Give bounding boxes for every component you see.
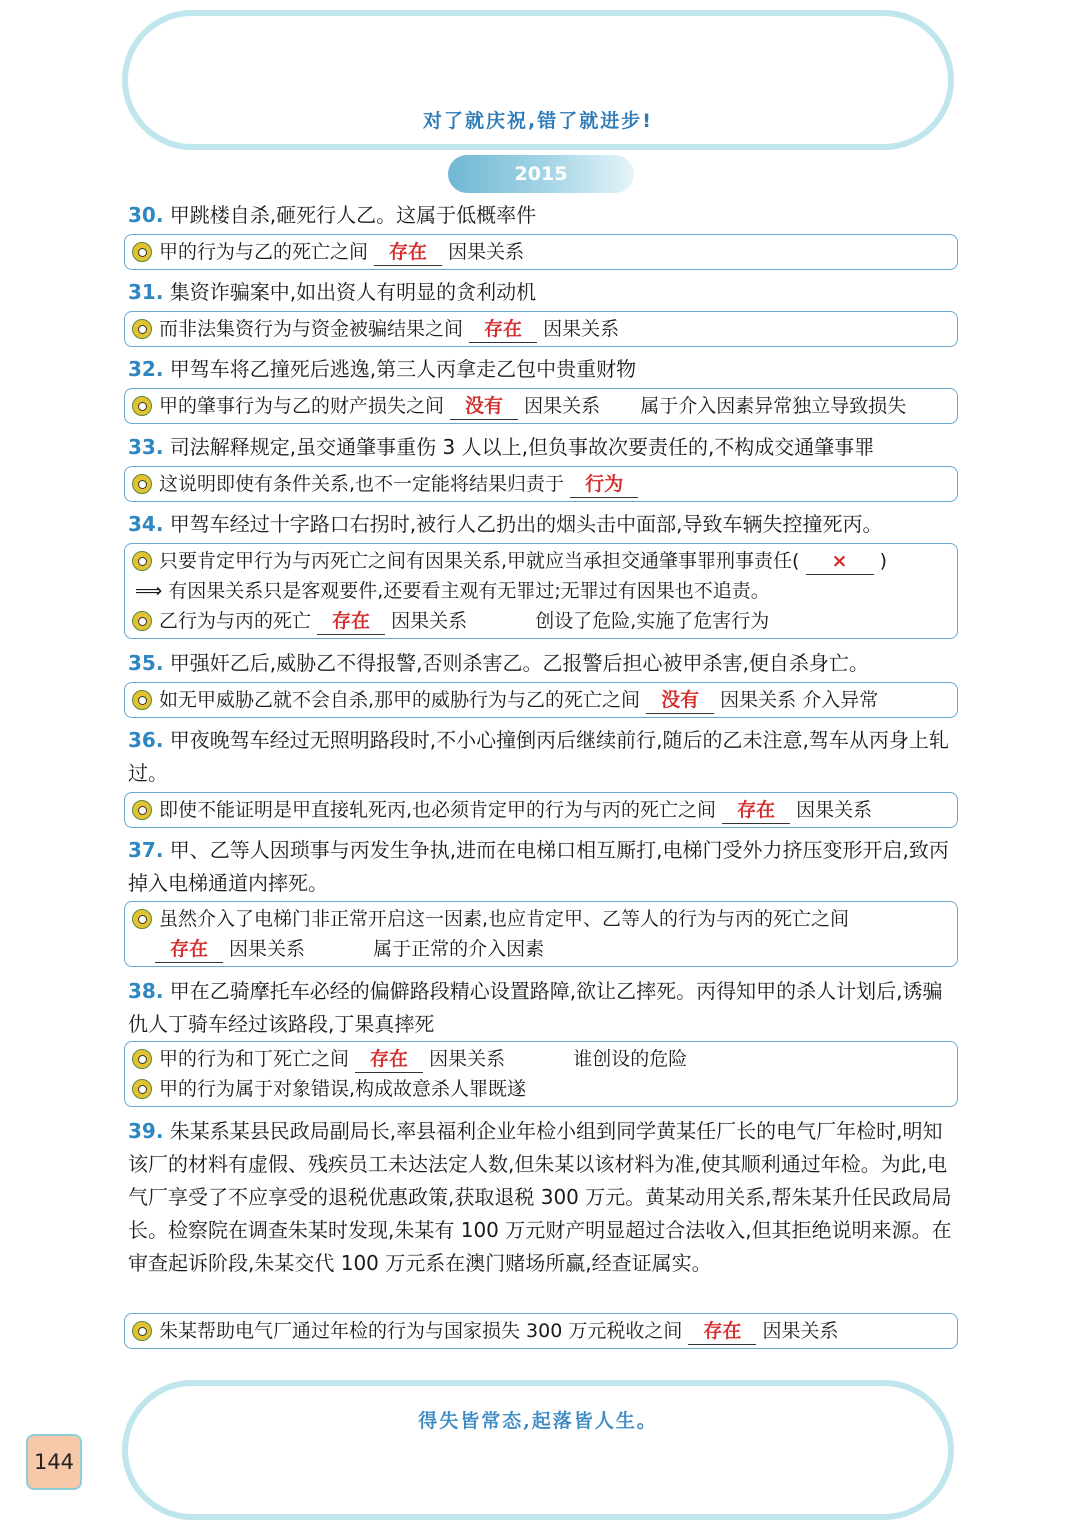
question-text: 甲驾车经过十字路口右拐时,被行人乙扔出的烟头击中面部,导致车辆失控撞死丙。	[169, 512, 883, 536]
answer-note: 属于正常的介入因素	[373, 938, 545, 960]
answer-line	[159, 606, 947, 636]
answer-explanation: ⟹ 有因果关系只是客观要件,还要看主观有无罪过;无罪过有因果也不追责。	[135, 580, 770, 602]
answer-suffix: )	[879, 550, 887, 572]
answer-prefix: 朱某帮助电气厂通过年检的行为与国家损失 300 万元税收之间	[159, 1320, 683, 1342]
answer-suffix: 因果关系	[524, 395, 601, 417]
answer-box-34	[124, 543, 958, 639]
sponge-bullet-icon	[132, 690, 152, 710]
question-31	[128, 276, 956, 309]
answer-line	[159, 546, 947, 576]
answer-box-36	[124, 792, 958, 828]
answer-suffix: 因果关系	[391, 610, 468, 632]
question-32	[128, 353, 956, 386]
answer-line	[159, 314, 947, 344]
question-text: 集资诈骗案中,如出资人有明显的贪利动机	[169, 280, 537, 304]
answer-blank: 存在	[688, 1318, 756, 1345]
answer-prefix: 而非法集资行为与资金被骗结果之间	[159, 318, 464, 340]
answer-blank: 存在	[155, 936, 223, 963]
answer-line	[159, 1074, 947, 1104]
answer-note: 介入异常	[802, 689, 879, 711]
answer-prefix: 这说明即使有条件关系,也不一定能将结果归责于	[159, 473, 565, 495]
sponge-bullet-icon	[132, 396, 152, 416]
answer-box-32	[124, 388, 958, 424]
question-36	[128, 724, 956, 790]
answer-blank: 存在	[355, 1046, 423, 1073]
answer-blank: 没有	[450, 393, 518, 420]
sponge-bullet-icon	[132, 1321, 152, 1341]
answer-prefix: 如无甲威胁乙就不会自杀,那甲的威胁行为与乙的死亡之间	[159, 689, 641, 711]
sponge-bullet-icon	[132, 551, 152, 571]
header-frame	[122, 10, 954, 150]
answer-prefix: 即使不能证明是甲直接轧死丙,也必须肯定甲的行为与丙的死亡之间	[159, 799, 717, 821]
question-30	[128, 199, 956, 232]
question-number: 39.	[128, 1119, 164, 1143]
question-33	[128, 431, 956, 464]
sponge-bullet-icon	[132, 800, 152, 820]
question-text: 甲在乙骑摩托车必经的偏僻路段精心设置路障,欲让乙摔死。丙得知甲的杀人计划后,诱骗仇人丁骑车经过该路段,丁果真摔死	[128, 979, 943, 1036]
question-number: 33.	[128, 435, 164, 459]
question-number: 37.	[128, 838, 164, 862]
question-text: 甲强奸乙后,威胁乙不得报警,否则杀害乙。乙报警后担心被甲杀害,便自杀身亡。	[169, 651, 869, 675]
answer-blank: 存在	[469, 316, 537, 343]
answer-blank: 存在	[722, 797, 790, 824]
year-badge: 2015	[448, 155, 634, 193]
question-34	[128, 508, 956, 541]
answer-line	[159, 795, 947, 825]
answer-box-39	[124, 1313, 958, 1349]
question-text: 甲驾车将乙撞死后逃逸,第三人丙拿走乙包中贵重财物	[169, 357, 637, 381]
answer-blank: 没有	[646, 687, 714, 714]
answer-suffix: 因果关系	[796, 799, 873, 821]
answer-line	[159, 904, 947, 934]
sponge-bullet-icon	[132, 909, 152, 929]
answer-line	[159, 685, 947, 715]
answer-suffix: 因果关系	[229, 938, 306, 960]
answer-box-31	[124, 311, 958, 347]
answer-line	[159, 469, 947, 499]
answer-box-35	[124, 682, 958, 718]
footer-frame	[122, 1380, 954, 1520]
question-number: 32.	[128, 357, 164, 381]
question-text: 甲夜晚驾车经过无照明路段时,不小心撞倒丙后继续前行,随后的乙未注意,驾车从丙身上轧过。	[128, 728, 949, 785]
question-text: 司法解释规定,虽交通肇事重伤 3 人以上,但负事故次要责任的,不构成交通肇事罪	[169, 435, 875, 459]
question-number: 34.	[128, 512, 164, 536]
footer-motto: 得失皆常态,起落皆人生。	[418, 1410, 658, 1432]
question-35	[128, 647, 956, 680]
sponge-bullet-icon	[132, 242, 152, 262]
answer-box-37	[124, 901, 958, 967]
answer-prefix: 甲的肇事行为与乙的财产损失之间	[159, 395, 445, 417]
answer-prefix: 虽然介入了电梯门非正常开启这一因素,也应肯定甲、乙等人的行为与丙的死亡之间	[159, 908, 850, 930]
sponge-bullet-icon	[132, 474, 152, 494]
question-38	[128, 975, 956, 1041]
answer-box-30	[124, 234, 958, 270]
answer-suffix: 因果关系	[762, 1320, 839, 1342]
answer-blank: 行为	[570, 471, 638, 498]
question-number: 35.	[128, 651, 164, 675]
answer-prefix: 乙行为与丙的死亡	[159, 610, 312, 632]
answer-box-38	[124, 1041, 958, 1107]
answer-line	[159, 1044, 947, 1074]
answer-prefix: 甲的行为属于对象错误,构成故意杀人罪既遂	[159, 1078, 527, 1100]
answer-prefix: 甲的行为和丁死亡之间	[159, 1048, 350, 1070]
question-number: 38.	[128, 979, 164, 1003]
answer-suffix: 因果关系	[720, 689, 797, 711]
answer-blank: 存在	[317, 608, 385, 635]
answer-note: 属于介入因素异常独立导致损失	[640, 395, 907, 417]
answer-line	[155, 934, 947, 964]
answer-note: 创设了危险,实施了危害行为	[535, 610, 770, 632]
sponge-bullet-icon	[132, 1079, 152, 1099]
question-number: 30.	[128, 203, 164, 227]
answer-note: 谁创设的危险	[573, 1048, 688, 1070]
question-text: 朱某系某县民政局副局长,率县福利企业年检小组到同学黄某任厂长的电气厂年检时,明知该厂的材料有虚假、残疾员工未达法定人数,但朱某以该材料为准,使其顺利通过年检。为此,电气厂享受了不应享受的退税优惠政策,获取退税 300 万元。黄某动用关系,帮朱某升任民政局局长。检察院在调查朱某时发现,朱某有 100 万元财产明显超过合法收入,但其拒绝说明来源。在审查起诉阶段,朱某交代 100 万元系在澳门赌场所赢,经查证属实。	[128, 1119, 952, 1275]
page-number: 144	[26, 1434, 82, 1490]
question-37	[128, 834, 956, 900]
answer-suffix: 因果关系	[448, 241, 525, 263]
question-39	[128, 1115, 956, 1280]
answer-prefix: 只要肯定甲行为与丙死亡之间有因果关系,甲就应当承担交通肇事罪刑事责任(	[159, 550, 800, 572]
answer-box-33	[124, 466, 958, 502]
sponge-bullet-icon	[132, 319, 152, 339]
answer-blank: 存在	[374, 239, 442, 266]
question-text: 甲、乙等人因琐事与丙发生争执,进而在电梯口相互厮打,电梯门受外力挤压变形开启,致丙掉入电梯通道内摔死。	[128, 838, 949, 895]
question-number: 31.	[128, 280, 164, 304]
answer-suffix: 因果关系	[429, 1048, 506, 1070]
answer-line	[159, 391, 947, 421]
answer-prefix: 甲的行为与乙的死亡之间	[159, 241, 369, 263]
answer-line	[159, 1316, 947, 1346]
answer-blank: ×	[806, 548, 874, 575]
sponge-bullet-icon	[132, 1049, 152, 1069]
question-number: 36.	[128, 728, 164, 752]
answer-suffix: 因果关系	[543, 318, 620, 340]
question-text: 甲跳楼自杀,砸死行人乙。这属于低概率件	[169, 203, 537, 227]
sponge-bullet-icon	[132, 611, 152, 631]
answer-line	[159, 237, 947, 267]
header-motto: 对了就庆祝,错了就进步!	[423, 110, 653, 132]
